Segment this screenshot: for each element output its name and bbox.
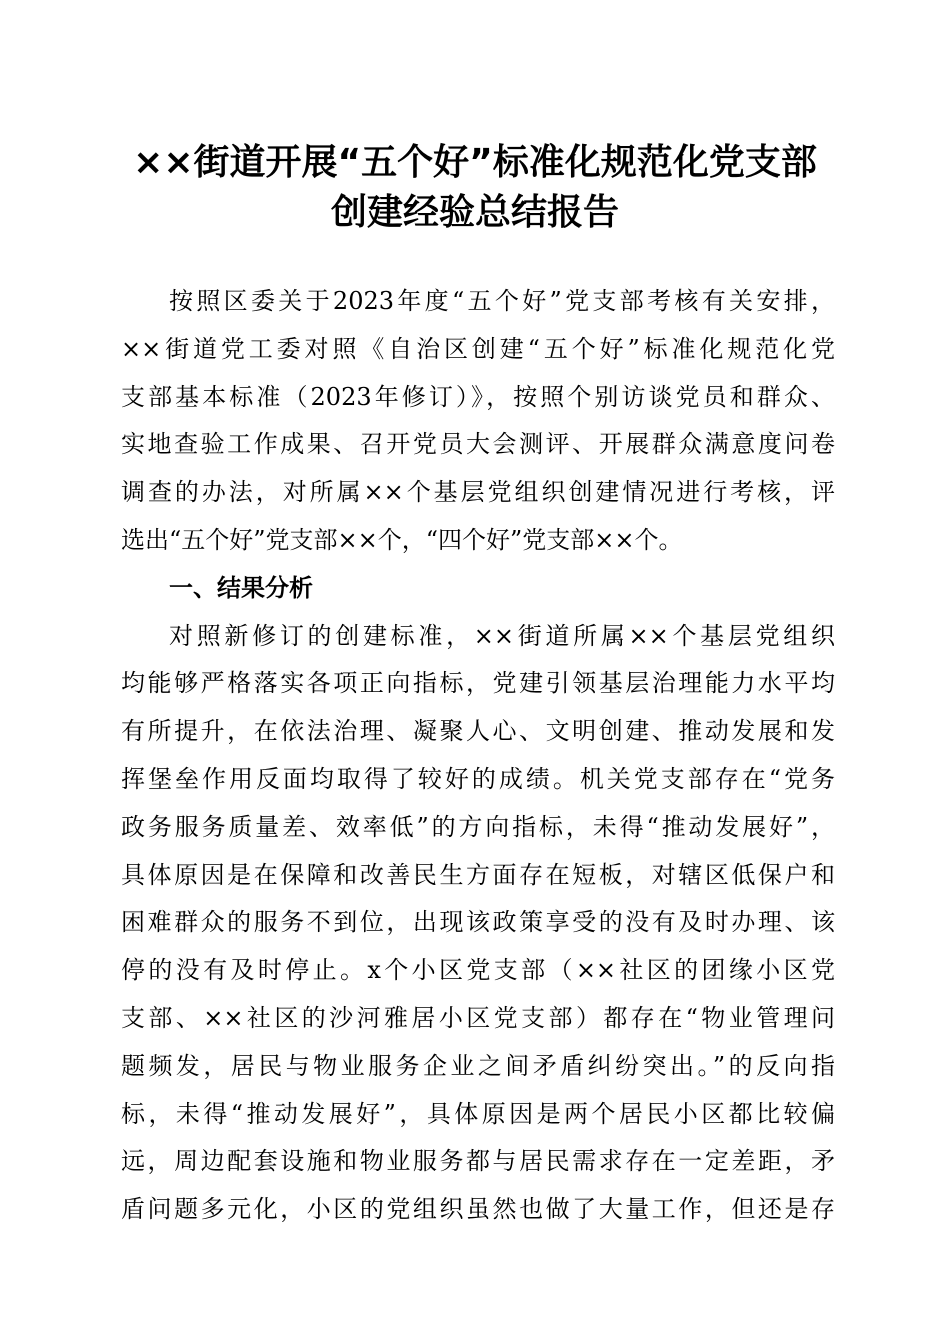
text-line: 题频发，居民与物业服务企业之间矛盾纠纷突出。”的反向指	[121, 1051, 835, 1080]
text-line: 选出“五个好”党支部××个，“四个好”党支部××个。	[121, 525, 683, 554]
text-line: 调查的办法，对所属××个基层党组织创建情况进行考核，评	[121, 478, 835, 507]
text-line: 有所提升，在依法治理、凝聚人心、文明创建、推动发展和发	[121, 717, 835, 746]
text-line: 具体原因是在保障和改善民生方面存在短板，对辖区低保户和	[121, 860, 835, 889]
text-line: 政务服务质量差、效率低”的方向指标，未得“推动发展好”，	[121, 812, 835, 841]
title-line-2: 创建经验总结报告	[330, 192, 619, 233]
text-line: 挥堡垒作用反面均取得了较好的成绩。机关党支部存在“党务	[121, 764, 835, 793]
text-line: ××街道党工委对照《自治区创建“五个好”标准化规范化党	[121, 334, 835, 363]
text-line: 停的没有及时停止。x个小区党支部（××社区的团缘小区党	[121, 956, 835, 985]
text-line: 按照区委关于2023年度“五个好”党支部考核有关安排，	[169, 287, 835, 315]
text-line: 支部基本标准（2023年修订）》，按照个别访谈党员和群众、	[121, 382, 835, 411]
text-line: 均能够严格落实各项正向指标，党建引领基层治理能力水平均	[121, 669, 835, 698]
paragraph-intro	[121, 278, 835, 565]
document-body	[121, 278, 835, 1234]
text-line: 远，周边配套设施和物业服务都与居民需求存在一定差距，矛	[121, 1147, 835, 1176]
text-line: 标，未得“推动发展好”，具体原因是两个居民小区都比较偏	[121, 1099, 835, 1128]
text-line: 支部、××社区的沙河雅居小区党支部）都存在“物业管理问	[121, 1003, 835, 1032]
document-title	[80, 138, 870, 238]
title-line-1: ××街道开展“五个好”标准化规范化党支部	[133, 142, 817, 183]
section-heading: 一、结果分析	[169, 573, 313, 602]
text-line: 盾问题多元化，小区的党组织虽然也做了大量工作，但还是存	[121, 1195, 835, 1224]
paragraph-results	[121, 613, 835, 1234]
text-line: 困难群众的服务不到位，出现该政策享受的没有及时办理、该	[121, 908, 835, 937]
text-line: 对照新修订的创建标准，××街道所属××个基层党组织	[169, 621, 835, 650]
text-line: 实地查验工作成果、召开党员大会测评、开展群众满意度问卷	[121, 430, 835, 459]
